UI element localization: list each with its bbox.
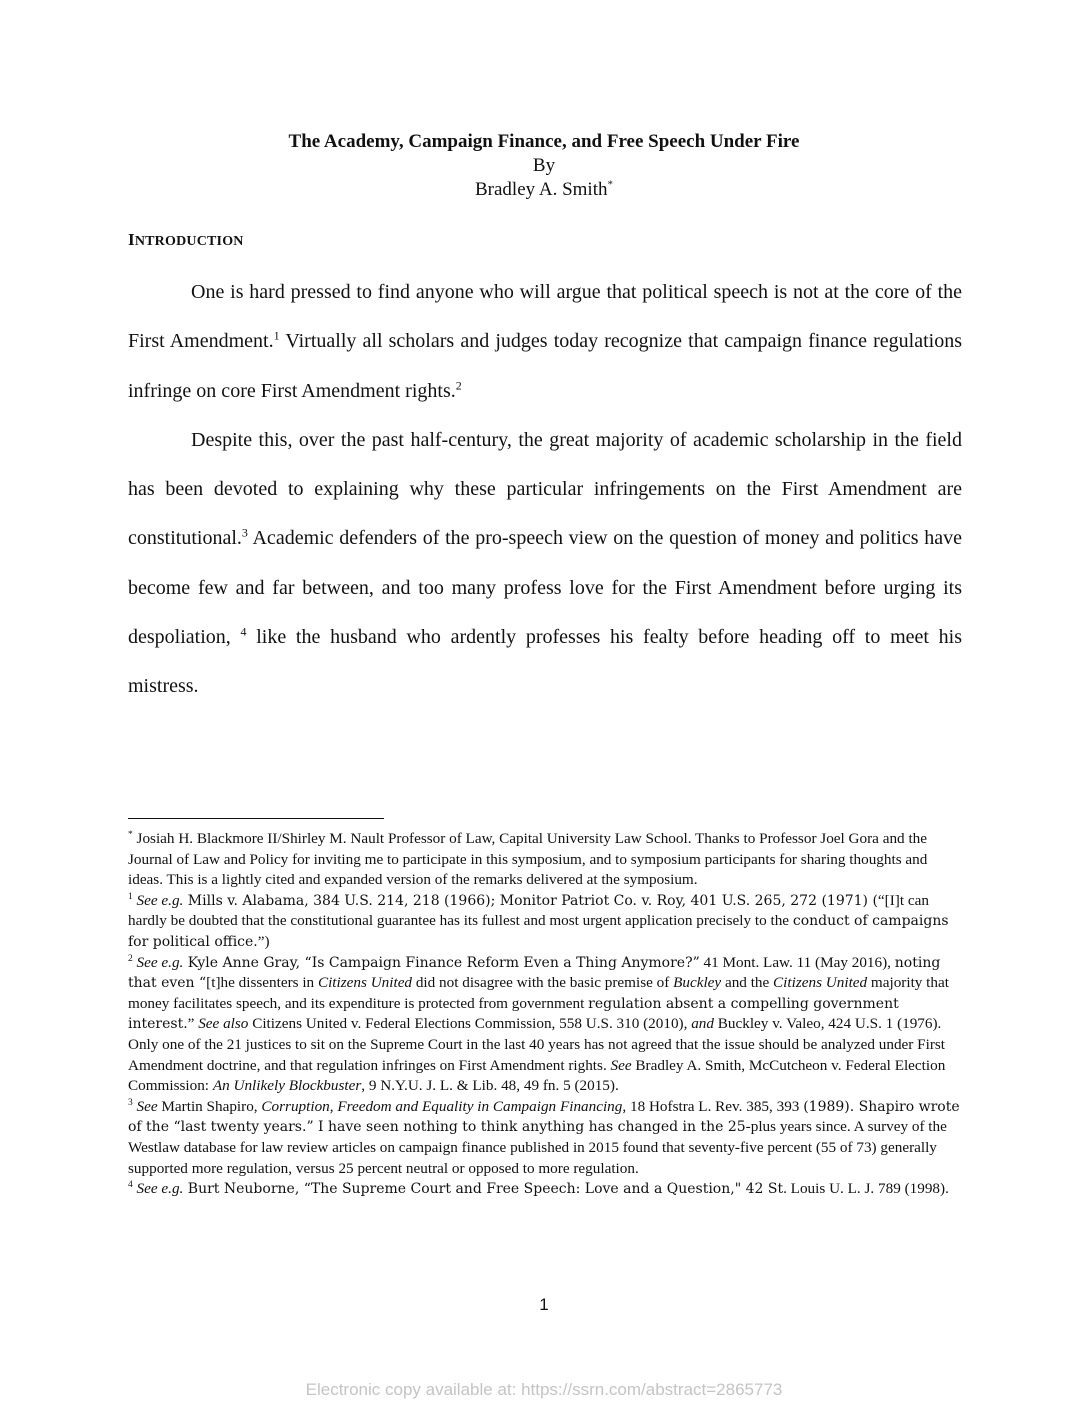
- author-name: Bradley A. Smith: [475, 179, 608, 200]
- ssrn-notice: Electronic copy available at: https://ssrn.com/abstract=2865773: [305, 1380, 783, 1399]
- footnote-3: [128, 1097, 962, 1179]
- footnote-4-mark: 4: [128, 1180, 133, 1191]
- footnote-1-quote-end: conduct of campaigns for political office.: [128, 913, 949, 950]
- paragraph-2-text-c: like the husband who ardently professes his fealty before heading off to meet his mistress.: [128, 626, 962, 698]
- footnote-3-text-b: -plus years since. A survey of the Westlaw database for law review articles on campaign finance published in 2015 found that seventy-five percent (55 of 73) generally supported more regulation, versus 25 percent neutral or opposed to more regulation.: [128, 1118, 947, 1177]
- footnote-2-signal: See e.g.: [132, 953, 184, 971]
- footnote-ref-2: 2: [455, 377, 462, 392]
- footnote-1-quote: “[I]t can hardly be doubted that the constitutional guarantee has its fullest and most urgent application precisely to the: [128, 891, 929, 930]
- footnote-2-text-i: Bradley A. Smith, McCutcheon v. Federal Election Commission:: [128, 1056, 946, 1095]
- footnotes: [128, 829, 962, 1200]
- footnote-2-text-d: majority that money facilitates speech, and its expenditure is protected from government: [128, 974, 949, 1012]
- footnote-2-text-g: Citizens United v. Federal Elections Commission, 558 U.S. 310 (2010),: [248, 1015, 692, 1033]
- section-heading-initial: I: [128, 230, 135, 249]
- footnote-divider: [128, 818, 384, 819]
- footnote-1-cases: Mills v. Alabama, 384 U.S. 214, 218 (1966); Monitor Patriot Co. v. Roy, 401 U.S. 265, 272 (1971) (: [183, 892, 878, 909]
- footnote-2-article-title: An Unlikely Blockbuster: [212, 1077, 362, 1095]
- footnote-3-text-a: (1989). Shapiro wrote of the “last twenty years.” I have seen nothing to think anything has changed in the 25: [128, 1098, 960, 1136]
- footnote-4-cite: . Louis U. L. J. 789 (1998).: [783, 1180, 949, 1198]
- footnote-3-signal: See: [132, 1097, 158, 1115]
- footnote-3-article-title: Corruption, Freedom and Equality in Campaign Financing: [261, 1097, 623, 1115]
- footnote-2-text-j: , 9 N.Y.U. J. L. & Lib. 48, 49 fn. 5 (2015).: [361, 1077, 619, 1095]
- title-block: [0, 130, 1088, 202]
- footnote-star: [128, 829, 962, 891]
- footnote-2-and: and: [691, 1015, 714, 1033]
- footnote-ref-4: 4: [240, 624, 247, 639]
- footnote-3-mark: 3: [128, 1097, 133, 1108]
- paragraph-2-text-b: Academic defenders of the pro-speech view on the question of money and politics have become few and far between, and too many profess love for the First Amendment before urging its despoliation,: [128, 527, 962, 649]
- footnote-2: [128, 953, 962, 1097]
- page-number: 1: [539, 1295, 549, 1314]
- footnote-1-close: ”): [257, 932, 270, 950]
- footnote-2-signal: See also: [198, 1015, 249, 1033]
- footnote-1-signal: See e.g.: [132, 891, 184, 909]
- footnote-2-text-f: ”: [187, 1015, 199, 1033]
- paragraph-2: [128, 416, 962, 712]
- footnote-star-text: Josiah H. Blackmore II/Shirley M. Nault Professor of Law, Capital University Law School. Thanks to Professor Joel Gora and the Journal of Law and Policy for inviting me to participate in this symposium, and to symposium participants for sharing thoughts and ideas. This is a lightly cited and expanded version of the remarks delivered at the symposium.: [128, 830, 928, 889]
- footnote-1-mark: 1: [128, 891, 133, 902]
- footnote-2-signal: See: [610, 1056, 632, 1074]
- footnote-star-mark: *: [128, 829, 133, 840]
- author-line: [0, 178, 1088, 202]
- footnote-4-article: Burt Neuborne, “The Supreme Court and Free Speech: Love and a Question," 42 St: [183, 1181, 784, 1198]
- footnote-2-article: Kyle Anne Gray, “Is Campaign Finance Reform Even a Thing Anymore?”: [183, 954, 700, 971]
- paper-title: The Academy, Campaign Finance, and Free Speech Under Fire: [288, 131, 800, 152]
- paragraph-1-text-a: One is hard pressed to find anyone who will argue that political speech is not at the core of the First Amendment.: [128, 281, 962, 353]
- footnote-2-cite: 41 Mont. Law. 11 (May 2016),: [699, 953, 895, 971]
- footnote-ref-1: 1: [273, 328, 280, 343]
- footnote-ref-3: 3: [241, 525, 248, 540]
- footnote-2-text-h: Buckley v. Valeo, 424 U.S. 1 (1976). Only one of the 21 justices to sit on the Supreme Court in the last 40 years has not agreed that the issue should be analyzed under First Amendment doctrine, and that regulation infringes on First Amendment rights.: [128, 1015, 946, 1074]
- footnote-4-signal: See e.g.: [132, 1180, 184, 1198]
- footnote-3-cite: , 18 Hofstra L. Rev. 385, 393: [622, 1097, 804, 1115]
- by-line: By: [532, 155, 556, 176]
- footnote-3-author: Martin Shapiro,: [157, 1097, 262, 1115]
- body-text: [128, 268, 962, 712]
- footnote-2-text-e: regulation absent a compelling government interest.: [128, 995, 899, 1033]
- footnote-2-text-a: [t]he dissenters in: [206, 974, 318, 992]
- footnote-2-case-name: Citizens United: [773, 974, 868, 992]
- section-heading: [128, 230, 244, 250]
- section-heading-rest: NTRODUCTION: [134, 234, 244, 249]
- paragraph-1-text-b: Virtually all scholars and judges today recognize that campaign finance regulations infringe on core First Amendment rights.: [128, 330, 962, 402]
- footnote-2-case-name: Buckley: [673, 974, 722, 992]
- footnote-2-text-b: did not disagree with the basic premise of: [412, 974, 674, 992]
- author-footnote-mark: *: [607, 178, 613, 191]
- footnote-2-noting: noting that even “: [128, 954, 941, 992]
- paragraph-1: [128, 268, 962, 416]
- footnote-4: [128, 1179, 962, 1200]
- footnote-2-mark: 2: [128, 953, 133, 964]
- footnote-2-case-name: Citizens United: [317, 974, 413, 992]
- footnote-1: [128, 891, 962, 953]
- footnote-2-text-c: and the: [721, 974, 774, 992]
- paragraph-2-text-a: Despite this, over the past half-century, the great majority of academic scholarship in the field has been devoted to explaining why these particular infringements on the First Amendment are constitutional.: [128, 428, 962, 550]
